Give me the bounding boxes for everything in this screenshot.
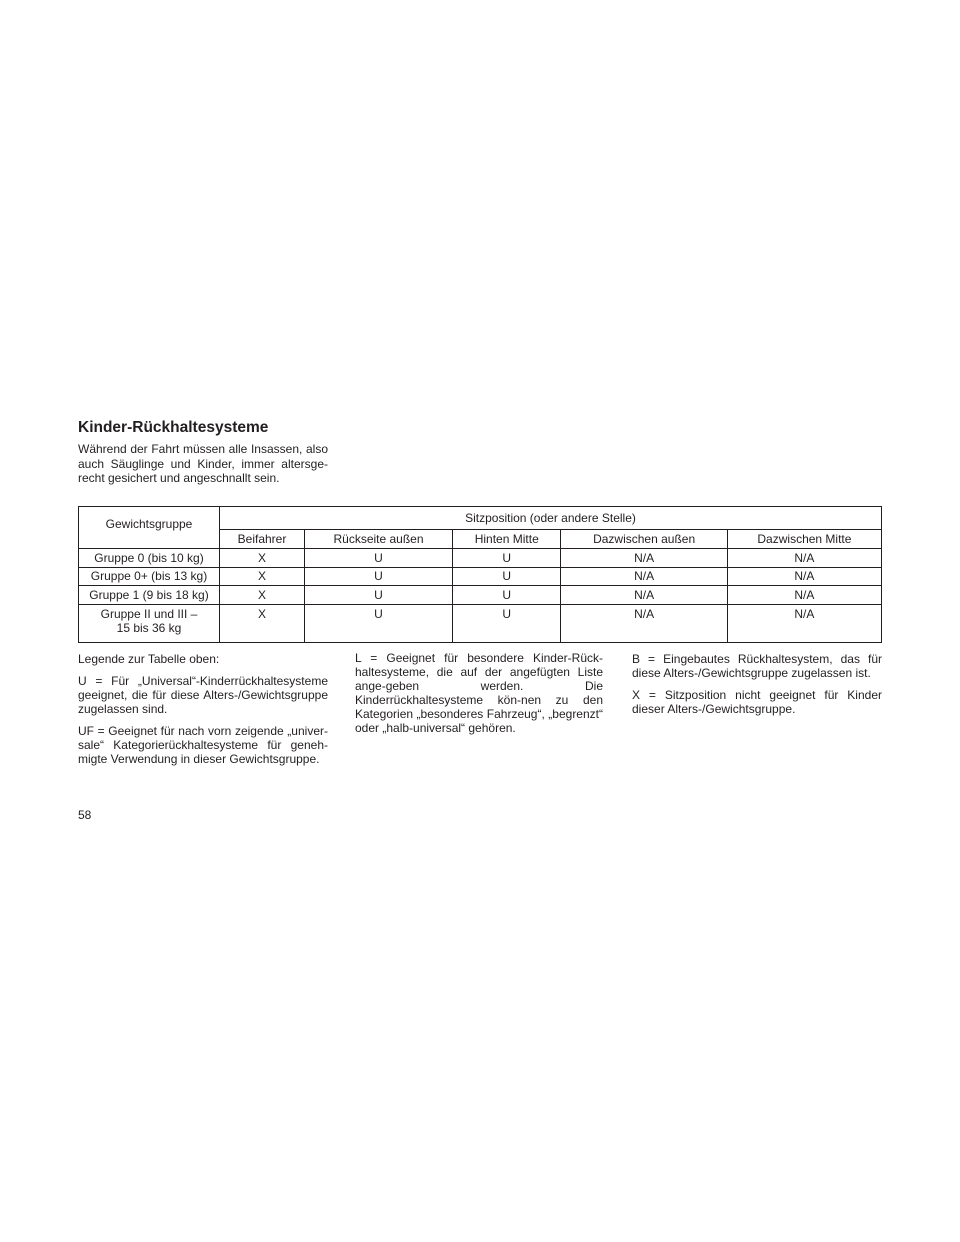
legend-column-2 xyxy=(355,651,603,743)
table-cell: U xyxy=(304,586,452,605)
legend-uf: UF = Geeignet für nach vorn zeigende „univer-sale“ Kategorierückhaltesysteme für geneh-migte Verwendung in dieser Gewichtsgruppe. xyxy=(78,724,328,766)
weight-group-cell: Gruppe 0+ (bis 13 kg) xyxy=(79,567,220,586)
column-header: Dazwischen Mitte xyxy=(727,530,881,549)
table-cell: U xyxy=(453,567,561,586)
legend-column-3 xyxy=(632,652,882,724)
column-header: Rückseite außen xyxy=(304,530,452,549)
table-cell: N/A xyxy=(727,567,881,586)
column-header: Beifahrer xyxy=(220,530,305,549)
table-row xyxy=(79,567,882,586)
table-cell: U xyxy=(453,586,561,605)
weight-group-line: Gruppe II und III – xyxy=(100,606,198,621)
legend-column-1 xyxy=(78,652,328,774)
table-row xyxy=(79,604,882,642)
table-cell: N/A xyxy=(561,549,727,568)
weight-group-line: 15 bis 36 kg xyxy=(116,620,182,635)
page-number: 58 xyxy=(78,808,92,822)
table-cell: X xyxy=(220,586,305,605)
table-cell: X xyxy=(220,567,305,586)
legend-b: B = Eingebautes Rückhaltesystem, das für diese Alters-/Gewichtsgruppe zugelassen ist. xyxy=(632,652,882,680)
column-header: Hinten Mitte xyxy=(453,530,561,549)
table-cell: X xyxy=(220,549,305,568)
seat-position-header: Sitzposition (oder andere Stelle) xyxy=(220,507,882,530)
table-cell: N/A xyxy=(727,549,881,568)
table-cell: U xyxy=(453,549,561,568)
table-header-row xyxy=(79,507,882,530)
weight-group-header: Gewichtsgruppe xyxy=(79,507,220,549)
table-cell: U xyxy=(453,604,561,642)
weight-group-cell xyxy=(79,604,220,642)
table-cell: U xyxy=(304,604,452,642)
table-cell: N/A xyxy=(561,586,727,605)
table-cell: U xyxy=(304,549,452,568)
table-row xyxy=(79,586,882,605)
table-row xyxy=(79,549,882,568)
weight-group-cell: Gruppe 1 (9 bis 18 kg) xyxy=(79,586,220,605)
child-seat-table xyxy=(78,506,882,643)
table-cell: N/A xyxy=(727,604,881,642)
intro-paragraph: Während der Fahrt müssen alle Insassen, also auch Säuglinge und Kinder, immer altersge-recht gesichert und angeschnallt sein. xyxy=(78,442,328,485)
table-cell: N/A xyxy=(727,586,881,605)
legend-u: U = Für „Universal“-Kinderrückhaltesysteme geeignet, die für diese Alters-/Gewichtsgruppe zugelassen sind. xyxy=(78,674,328,716)
table-cell: X xyxy=(220,604,305,642)
legend-x: X = Sitzposition nicht geeignet für Kinder dieser Alters-/Gewichtsgruppe. xyxy=(632,688,882,716)
section-title: Kinder-Rückhaltesysteme xyxy=(78,419,269,436)
legend-l: L = Geeignet für besondere Kinder-Rück-haltesysteme, die auf der angefügten Liste ange-geben werden. Die Kinderrückhaltesysteme kön-nen zu den Kategorien „besonderes Fahrzeug“, „begrenzt“ oder „halb-universal“ gehören. xyxy=(355,651,603,735)
legend-heading: Legende zur Tabelle oben: xyxy=(78,652,220,666)
table-cell: U xyxy=(304,567,452,586)
column-header: Dazwischen außen xyxy=(561,530,727,549)
weight-group-cell: Gruppe 0 (bis 10 kg) xyxy=(79,549,220,568)
table-cell: N/A xyxy=(561,604,727,642)
table-cell: N/A xyxy=(561,567,727,586)
